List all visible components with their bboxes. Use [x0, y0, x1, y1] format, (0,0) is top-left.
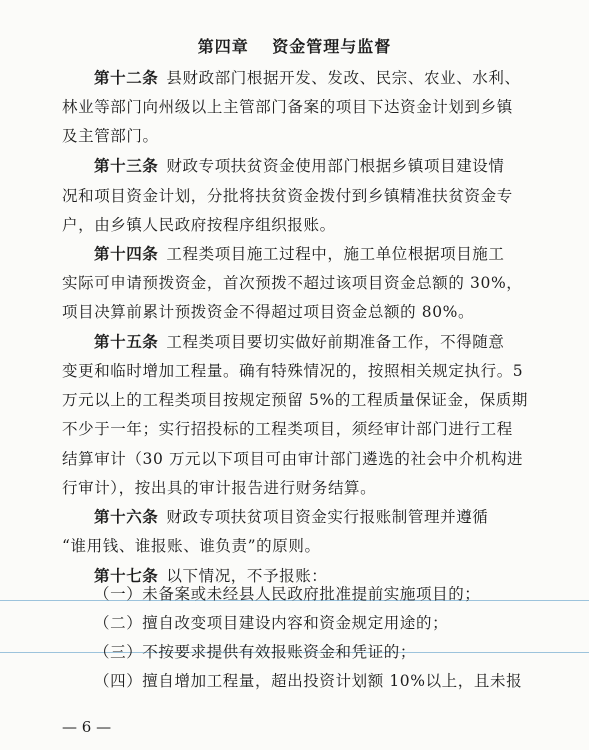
- article-16-label: 第十六条: [94, 507, 159, 526]
- article-13-line-1: 第十三条 财政专项扶贫资金使用部门根据乡镇项目建设情: [94, 156, 505, 175]
- item-4: （四）擅自增加工程量，超出投资计划额 10%以上，且未报: [94, 672, 523, 690]
- article-13-line-2: 况和项目资金计划，分批将扶贫资金拨付到乡镇精准扶贫资金专: [62, 187, 513, 205]
- article-12-line-2: 林业等部门向州级以上主管部门备案的项目下达资金计划到乡镇: [62, 98, 513, 116]
- article-15-line-3: 万元以上的工程类项目按规定预留 5%的工程质量保证金，保质期: [62, 391, 529, 409]
- article-17-label: 第十七条: [94, 566, 159, 585]
- article-13-label: 第十三条: [94, 156, 159, 175]
- article-15-label: 第十五条: [94, 332, 159, 351]
- article-15-line-4: 不少于一年；实行招投标的工程类项目，须经审计部门进行工程: [62, 420, 513, 438]
- item-1: （一）未备案或未经县人民政府批准提前实施项目的；: [94, 585, 481, 603]
- article-17-line-1: 第十七条 以下情况，不予报账：: [94, 566, 328, 585]
- article-14-line-3: 项目决算前累计预拨资金不得超过项目资金总额的 80%。: [62, 303, 475, 321]
- chapter-title: 第四章 资金管理与监督: [197, 37, 392, 56]
- article-15-line-5: 结算审计（30 万元以下项目可由审计部门遴选的社会中介机构进: [62, 450, 524, 468]
- article-16-line-1: 第十六条 财政专项扶贫项目资金实行报账制管理并遵循: [94, 507, 489, 526]
- article-14-line-2: 实际可申请预拨资金，首次预拨不超过该项目资金总额的 30%，: [62, 274, 523, 292]
- article-12-label: 第十二条: [94, 68, 159, 87]
- article-15-line-6: 行审计），按出具的审计报告进行财务结算。: [62, 479, 377, 497]
- article-15-line-1: 第十五条 工程类项目要切实做好前期准备工作，不得随意: [94, 332, 505, 351]
- article-16-line-2: “谁用钱、谁报账、谁负责”的原则。: [62, 537, 321, 555]
- article-12-line-1: 第十二条 县财政部门根据开发、发改、民宗、农业、水利、: [94, 68, 521, 87]
- article-13-line-3: 户，由乡镇人民政府按程序组织报账。: [62, 216, 336, 234]
- page-number: — 6 —: [62, 718, 112, 736]
- article-12-line-3: 及主管部门。: [62, 127, 159, 145]
- item-3: （三）不按要求提供有效报账资金和凭证的；: [94, 643, 417, 661]
- item-2: （二）擅自改变项目建设内容和资金规定用途的；: [94, 614, 449, 632]
- article-15-line-2: 变更和临时增加工程量。确有特殊情况的，按照相关规定执行。5: [62, 362, 524, 380]
- article-14-line-1: 第十四条 工程类项目施工过程中，施工单位根据项目施工: [94, 244, 505, 263]
- article-14-label: 第十四条: [94, 244, 159, 263]
